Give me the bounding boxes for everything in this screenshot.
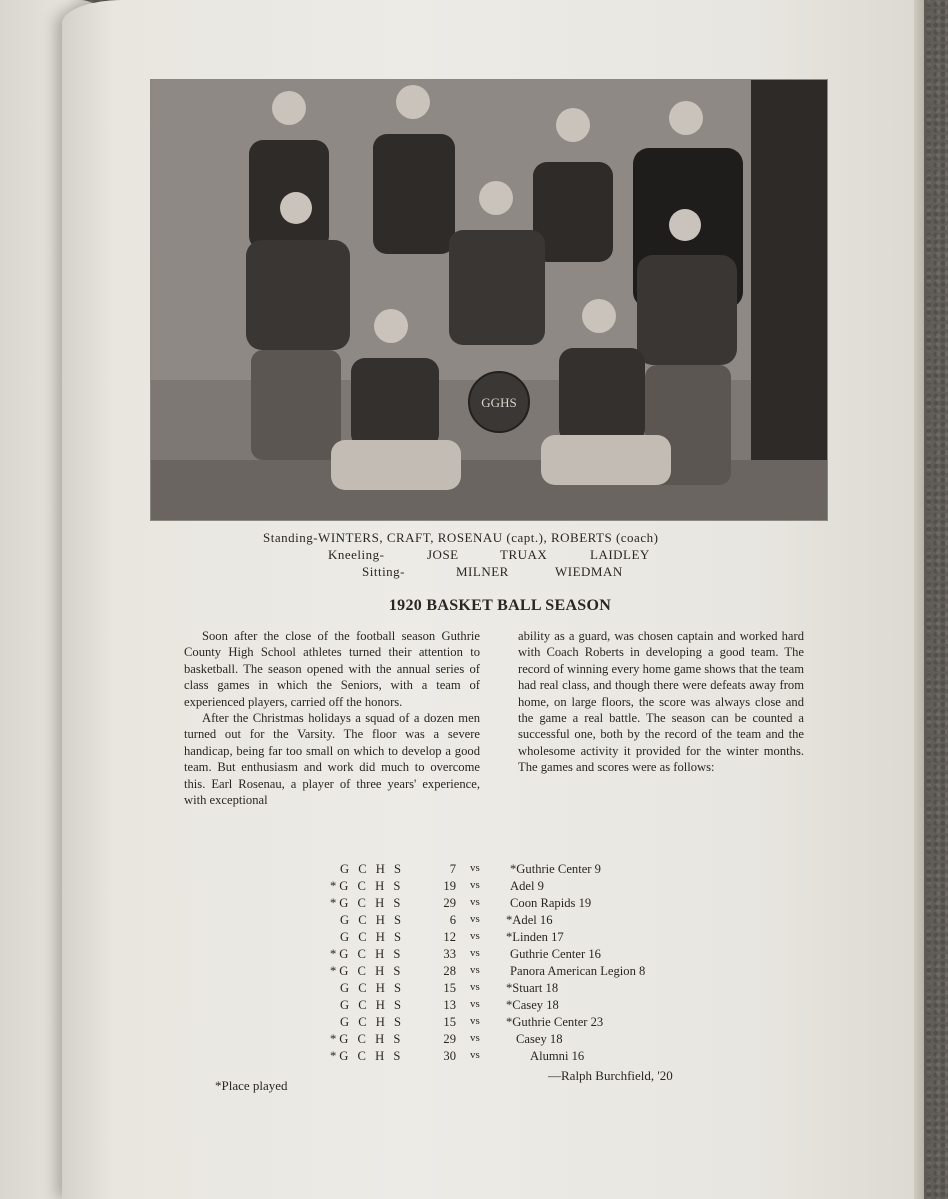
opponent: *Casey 18 (506, 998, 559, 1012)
home-team: G C H S (340, 862, 405, 876)
home-score: 29 (443, 896, 456, 910)
opponent: Panora American Legion 8 (510, 964, 646, 978)
home-score: 28 (443, 964, 456, 978)
opponent: *Guthrie Center 23 (506, 1015, 604, 1029)
versus-label: vs (470, 879, 480, 891)
home-score: 15 (443, 1015, 456, 1029)
opponent: Coon Rapids 19 (510, 896, 592, 910)
article-column-left (184, 628, 480, 808)
caption-sitting-name: WIEDMAN (555, 564, 623, 579)
home-team: *G C H S (330, 879, 404, 893)
caption-sitting-name: MILNER (456, 564, 509, 579)
paragraph: After the Christmas holidays a squad of a dozen men turned out for the Varsity. The floor was a severe handicap, being far too small on which to develop a good team. But enthusiasm and work did much to overcome this. Earl Rosenau, a player of three years' experience, with exceptional (184, 711, 480, 808)
ball-label: GGHS (481, 395, 517, 410)
home-team: *G C H S (330, 1049, 404, 1063)
versus-label: vs (470, 913, 480, 925)
page-edge (914, 0, 924, 1199)
home-team: G C H S (340, 998, 405, 1012)
opponent: Casey 18 (516, 1032, 563, 1046)
paragraph: ability as a guard, was chosen captain and worked hard with Coach Roberts in developing a good team. The record of winning every home game shows that the team had real class, and though there were defeats away from home, on large floors, the score was always close and the game a real battle. The season can be counted a successful one, both by the record of the team and the wholesome activity it provided for the winter months. The games and scores were as follows: (518, 629, 804, 775)
opponent: *Guthrie Center 9 (510, 862, 601, 876)
home-score: 19 (443, 879, 456, 893)
home-team: *G C H S (330, 947, 404, 961)
caption-standing: Standing-WINTERS, CRAFT, ROSENAU (capt.), ROBERTS (coach) (263, 530, 659, 545)
versus-label: vs (470, 862, 480, 874)
footnote: *Place played (215, 1078, 288, 1093)
home-team: *G C H S (330, 896, 404, 910)
versus-label: vs (470, 981, 480, 993)
home-score: 6 (449, 913, 456, 927)
home-team: G C H S (340, 1015, 405, 1029)
opponent: Adel 9 (510, 879, 544, 893)
versus-label: vs (470, 1015, 480, 1027)
home-team: *G C H S (330, 964, 404, 978)
versus-label: vs (470, 964, 480, 976)
caption-kneeling-label: Kneeling- (328, 547, 385, 562)
caption-kneeling-name: LAIDLEY (590, 547, 650, 562)
article-title: 1920 BASKET BALL SEASON (388, 597, 612, 614)
article-column-right (518, 628, 804, 776)
home-score: 15 (443, 981, 456, 995)
home-team: G C H S (340, 981, 405, 995)
home-team: G C H S (340, 930, 405, 944)
caption-sitting-label: Sitting- (362, 564, 406, 579)
versus-label: vs (470, 947, 480, 959)
opponent: Guthrie Center 16 (510, 947, 601, 961)
versus-label: vs (470, 896, 480, 908)
opponent: *Adel 16 (506, 913, 553, 927)
home-team: *G C H S (330, 1032, 404, 1046)
home-score: 33 (443, 947, 456, 961)
home-score: 29 (443, 1032, 456, 1046)
caption-kneeling-name: TRUAX (500, 547, 548, 562)
team-photograph (150, 79, 828, 521)
home-score: 7 (449, 862, 456, 876)
team-photo-illustration (151, 80, 827, 520)
home-score: 30 (443, 1049, 456, 1063)
home-score: 13 (443, 998, 456, 1012)
versus-label: vs (470, 1049, 480, 1061)
opponent: Alumni 16 (530, 1049, 585, 1063)
paragraph: Soon after the close of the football season Guthrie County High School athletes turned their attention to basketball. The season opened with the annual series of class games in which the Seniors, with a team of experienced players, carried off the honors. (184, 629, 480, 709)
versus-label: vs (470, 998, 480, 1010)
caption-kneeling-name: JOSE (427, 547, 459, 562)
home-score: 12 (443, 930, 456, 944)
versus-label: vs (470, 1032, 480, 1044)
versus-label: vs (470, 930, 480, 942)
opponent: *Stuart 18 (506, 981, 559, 995)
home-team: G C H S (340, 913, 405, 927)
opponent: *Linden 17 (506, 930, 564, 944)
author-signature: —Ralph Burchfield, '20 (548, 1068, 673, 1083)
